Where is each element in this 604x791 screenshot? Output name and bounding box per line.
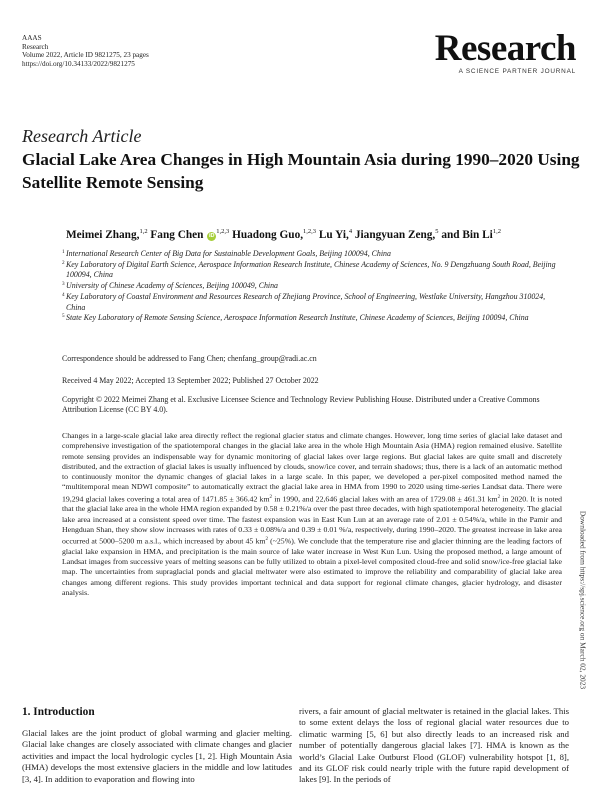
abstract bbox=[62, 431, 562, 598]
body-column-right bbox=[299, 706, 569, 786]
abstract-text: Changes in a large-scale glacial lake area directly reflect the regional glacier status and climate changes. However, long time series of glacial lake dataset and comprehensive investigation of the spatiotemporal changes in the glacial lake area in the whole High Mountain Asia (HMA) region remained elusive. Satellite remote sensing provides an indispensable way for dynamic monitoring of glacial lakes over large regions. But glacial lakes are quite small and discretely distributed, and the extraction of glacial lakes is usually influenced by clouds, snow/ice cover, and terrain shadows; thus, there is a lack of an automatic method to continuously monitor the dynamic changes of glacial lakes in a large scale. In this paper, we developed a per-pixel composited method named the “multitemporal mean NDWI composite” to automatically extract the glacial lake area in HMA from 1990 to 2020 using time-series Landsat data. There were 19,294 glacial lakes covering a total area of 1471.85 ± 366.42 km bbox=[62, 431, 562, 504]
affiliation-text: Key Laboratory of Coastal Environment and Resources Research of Zhejiang Province, School of Engineering, Westlake University, Hangzhou 310024, China bbox=[66, 291, 546, 312]
article-title: Glacial Lake Area Changes in High Mountain Asia during 1990–2020 Using Satellite Remote Sensing bbox=[22, 150, 580, 192]
author-name: Fang Chen bbox=[150, 228, 204, 241]
journal-name: Research bbox=[22, 42, 49, 51]
author-name: Jiangyuan Zeng, bbox=[354, 228, 436, 241]
body-column-left bbox=[22, 728, 292, 785]
dates-line: Received 4 May 2022; Accepted 13 September 2022; Published 27 October 2022 bbox=[62, 376, 319, 385]
abstract-sup: 2 bbox=[265, 537, 268, 543]
abstract-text: in 2020. It is noted that the glacial lake area in the whole HMA region expanded by 0.58 ± 0.21%/a over the past three decades, with high spatiotemporal heterogeneity. The glacial lake area increased at a consistent speed over time. The fastest expansion was in East Kun Lun at an average rate of 2.01 ± 0.54%/a, while in the Pamir and Hengduan Shan, they show slow increases with rates of 0.33 ± 0.08%/a and 0.39 ± 0.01 %/a, respectively, during 1990–2020. The greatest increase in lake area occurred at 5000–5200 m a.s.l., which increased by about 45 km bbox=[62, 494, 562, 546]
journal-brand bbox=[435, 30, 576, 75]
affiliation-number: 3 bbox=[62, 281, 65, 288]
affiliation-number: 4 bbox=[62, 291, 65, 298]
author-name: Lu Yi, bbox=[318, 228, 349, 241]
author-affil-sup: 1,2,3 bbox=[303, 228, 317, 235]
article-type: Research Article bbox=[22, 126, 142, 146]
download-note bbox=[575, 435, 591, 765]
author-affil-sup: 1,2 bbox=[492, 228, 501, 235]
brand-logo-text: Research bbox=[434, 28, 576, 69]
affiliation-text: State Key Laboratory of Remote Sensing Science, Aerospace Information Research Institute, Chinese Academy of Sciences, Beijing 100094, China bbox=[66, 313, 529, 323]
doi-link[interactable]: https://doi.org/10.34133/2022/9821275 bbox=[22, 59, 135, 68]
abstract-sup: 2 bbox=[497, 494, 501, 500]
author-name: Huadong Guo, bbox=[232, 228, 304, 241]
affiliation-item bbox=[62, 292, 562, 313]
section-heading-introduction: 1. Introduction bbox=[22, 706, 95, 718]
affiliation-number: 5 bbox=[62, 313, 65, 320]
author-affil-sup: 1,2,3 bbox=[216, 228, 230, 235]
abstract-text: in 1990, and 22,646 glacial lakes with an area of 1729.08 ± 461.31 km bbox=[272, 494, 498, 504]
author-affil-sup: 4 bbox=[348, 228, 353, 235]
affiliation-number: 1 bbox=[62, 249, 65, 255]
brand-tagline: A SCIENCE PARTNER JOURNAL bbox=[458, 68, 576, 75]
affiliation-text: Key Laboratory of Digital Earth Science, Aerospace Information Research Institute, Chinese Academy of Sciences, No. 9 Dengzhuang South Road, Beijing 100094, China bbox=[66, 259, 556, 280]
author-list bbox=[66, 228, 501, 241]
author-name: Meimei Zhang, bbox=[66, 228, 140, 241]
abstract-sup: 2 bbox=[269, 494, 273, 500]
orcid-icon[interactable]: iD bbox=[209, 232, 215, 239]
affiliation-text: International Research Center of Big Data for Sustainable Development Goals, Beijing 100094, China bbox=[66, 249, 391, 258]
journal-abbr: AAAS bbox=[22, 34, 42, 42]
journal-meta bbox=[22, 34, 149, 68]
correspondence-line: Correspondence should be addressed to Fang Chen; chenfang_group@radi.ac.cn bbox=[62, 354, 317, 363]
affiliation-item bbox=[62, 249, 562, 260]
affiliation-list bbox=[62, 249, 562, 324]
copyright-notice: Copyright © 2022 Meimei Zhang et al. Exclusive Licensee Science and Technology Review Publishing House. Distributed under a Creative Commons Attribution License (CC BY 4.0). bbox=[62, 395, 540, 415]
intro-paragraph: Glacial lakes are the joint product of global warming and glacier melting. Glacial lake changes are closely associated with climate changes and glacier activities and impact the local hydrologic cycles [1, 2]. High Mountain Asia (HMA) develops the most extensive glaciers in the middle and low latitudes [3, 4]. In addition to evaporation and flowing into bbox=[22, 728, 292, 784]
author-affil-sup: 5 bbox=[435, 228, 439, 235]
affiliation-text: University of Chinese Academy of Sciences, Beijing 100049, China bbox=[66, 281, 278, 291]
intro-paragraph-continued: rivers, a fair amount of glacial meltwater is retained in the glacial lakes. This to some extent delays the loss of regional glacial water resources due to climatic warming [5, 6] but also directly leads to an increased risk and number of potentially dangerous glacial lakes [7]. HMA is known as the world’s Glacial Lake Outburst Flood (GLOF) vulnerability hotspot [1, 8], and its GLOF risk could nearly triple with the future rapid development of lakes [9]. In the periods of bbox=[299, 706, 569, 785]
author-name: and Bin Li bbox=[441, 228, 493, 241]
author-affil-sup: 1,2 bbox=[139, 228, 148, 235]
affiliation-item bbox=[62, 313, 562, 324]
affiliation-item bbox=[62, 260, 562, 281]
abstract-text: (~25%). We conclude that the temperature rise and glacier thinning are the leading factors of glacial lake expansion in HMA, and precipitation is the main source of lake water increase in West Kun Lun. Using the proposed method, a large amount of Landsat images from successive years of melting seasons can be fully utilized to obtain a pixel-level composited cloud-free and solid snow/ice-free glacial lake map. The uncertainties from supraglacial ponds and glacial meltwater were also estimated to improve the reliability and comparability of glacial lake area changes among different regions. This study provides important technical and data support for regional climate changes, glacier hydrology, and disaster analysis. bbox=[62, 536, 562, 597]
affiliation-item bbox=[62, 281, 562, 292]
volume-line: Volume 2022, Article ID 9821275, 23 pages bbox=[22, 51, 149, 60]
affiliation-number: 2 bbox=[62, 259, 65, 266]
download-note-text: Downloaded from https://spj.science.org on March 02, 2023 bbox=[578, 510, 588, 690]
